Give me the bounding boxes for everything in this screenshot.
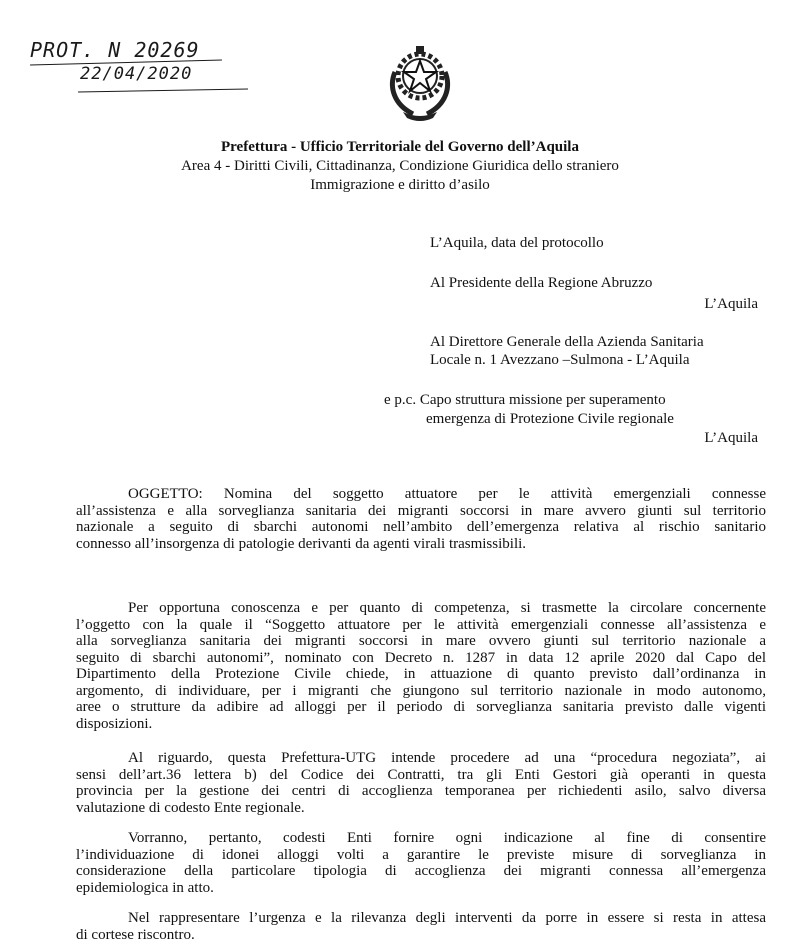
recipient-line: Al Presidente della Regione Abruzzo [430,275,653,291]
body-line: l’individuazione di idonei alloggi volti a garantire le previste misure di sorveglianza in [76,846,766,863]
protocol-date: 22/04/2020 [80,64,193,84]
body-line: Vorranno, pertanto, codesti Enti fornire ogni indicazione al fine di consentire [128,830,766,846]
body-line: Al riguardo, questa Prefettura-UTG intende procedere ad una “procedura negoziata”, ai [128,750,766,766]
body-paragraph [76,830,766,896]
body-line: considerazione della particolare tipologia di accoglienza dei migranti connessa all’emergenza [76,863,766,879]
subject-line: nazionale a seguito di sbarchi autonomi nell’ambito dell’emergenza relativa al rischio sanitario [76,519,766,535]
office-title: Prefettura - Ufficio Territoriale del Governo dell’Aquila [221,139,579,155]
protocol-stamp [30,38,200,84]
recipient-line: Locale n. 1 Avezzano –Sulmona - L’Aquila [430,352,690,368]
recipient-city: L’Aquila [704,430,758,446]
body-line: Per opportuna conoscenza e per quanto di competenza, si trasmette la circolare concernente [128,600,766,616]
body-paragraph [76,750,766,816]
body-line: l’oggetto con la quale il “Soggetto attuatore per le attività emergenziali connesse all’assistenza e [76,616,766,633]
body-paragraph [76,600,766,732]
office-header [0,138,800,195]
body-line: disposizioni. [76,715,153,732]
body-line: seguito di sbarchi autonomi”, nominato con Decreto n. 1287 in data 12 aprile 2020 dal Capo del [76,649,766,666]
body-line: Dipartimento della Protezione Civile chiede, in attuazione di quanto previsto dall’ordinanza in [76,666,766,682]
body-line: alla sorveglianza sanitaria dei migranti soccorsi in mare ovvero giunti sul territorio nazionale a [76,633,766,649]
body-line: aree o strutture da adibire ad alloggi per il periodo di sorveglianza sanitaria previsto dalle vigenti [76,699,766,715]
emblem-icon [383,42,457,122]
subject-line: connesso all’insorgenza di patologie derivanti da agenti virali trasmissibili. [76,535,527,552]
body-line: epidemiologica in atto. [76,879,214,896]
place-date: L’Aquila, data del protocollo [430,235,604,251]
protocol-number: PROT. N 20269 [30,38,200,62]
recipient-city: L’Aquila [704,296,758,312]
body-line: di cortese riscontro. [76,926,195,943]
subject-paragraph [76,486,766,552]
subject-line: all’assistenza e alla sorveglianza sanitaria dei migranti soccorsi in mare avvero giunti sul territorio [76,502,766,519]
body-line: argomento, di individuare, per i migranti che giungono sul territorio nazionale in modo autonomo, [76,682,766,699]
recipient-line: emergenza di Protezione Civile regionale [426,411,674,427]
body-line: valutazione di codesto Ente regionale. [76,799,305,816]
subject-line: OGGETTO: Nomina del soggetto attuatore per le attività emergenziali connesse [128,486,766,502]
body-line: sensi dell’art.36 lettera b) del Codice dei Contratti, tra gli Enti Gestori già operanti in questa [76,766,766,783]
office-department: Immigrazione e diritto d’asilo [310,177,490,193]
office-area: Area 4 - Diritti Civili, Cittadinanza, Condizione Giuridica dello straniero [181,158,619,174]
body-paragraph [76,910,766,943]
stamp-underline [78,89,248,93]
recipient-line: e p.c. Capo struttura missione per superamento [384,392,666,408]
body-line: provincia per la gestione dei centri di accoglienza temporanea per richiedenti asilo, salvo diversa [76,783,766,799]
body-line: Nel rappresentare l’urgenza e la rilevanza degli interventi da porre in essere si resta in attesa [128,910,766,926]
recipient-line: Al Direttore Generale della Azienda Sanitaria [430,334,704,350]
